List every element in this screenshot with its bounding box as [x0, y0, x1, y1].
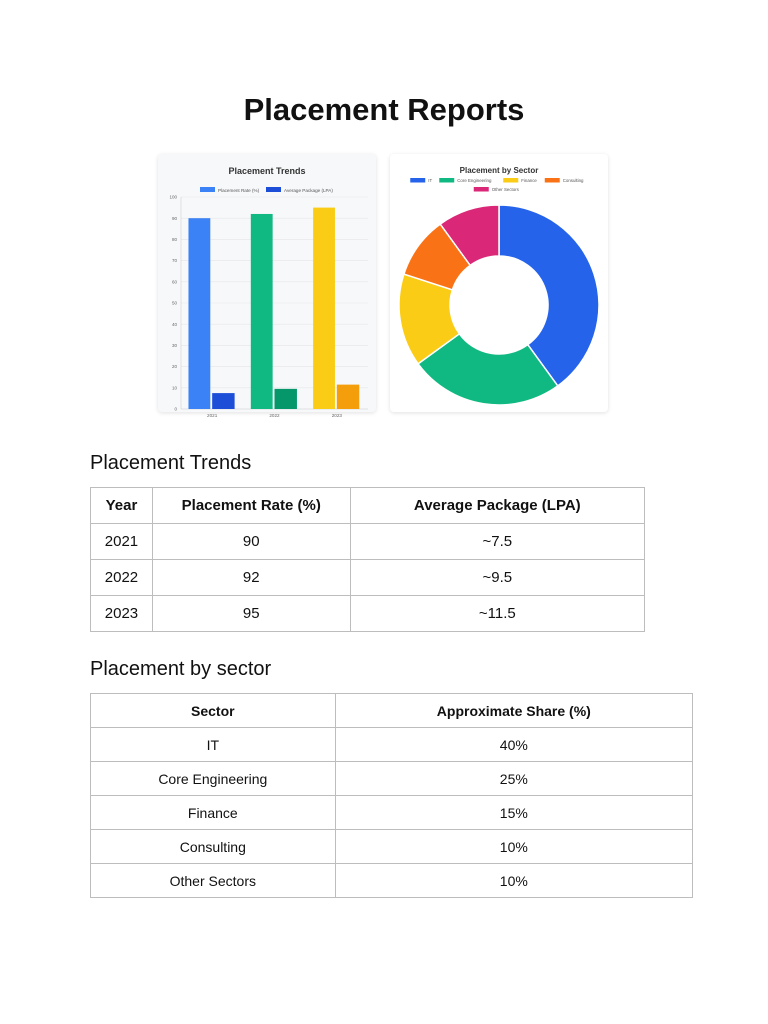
x-tick-label: 2023: [331, 413, 342, 418]
y-tick-label: 40: [171, 321, 177, 327]
table-header-row: [91, 488, 645, 524]
legend-label-1: Average Package (LPA): [284, 188, 333, 193]
table-cell: 25%: [335, 762, 692, 796]
chart-title: Placement Trends: [228, 166, 306, 176]
legend-swatch-1: [266, 187, 281, 192]
y-tick-label: 0: [174, 406, 177, 412]
table-cell: Other Sectors: [91, 864, 336, 898]
legend-swatch-4: [474, 187, 489, 192]
y-tick-label: 10: [171, 385, 177, 391]
y-tick-label: 90: [171, 215, 177, 221]
placement-trends-chart: [158, 154, 376, 418]
placement-by-sector-chart-svg: [390, 154, 608, 412]
placement-by-sector-chart: [390, 154, 608, 412]
legend-label-2: Finance: [521, 178, 537, 183]
table-row: [91, 796, 693, 830]
legend-swatch-0: [200, 187, 215, 192]
legend-label-0: Placement Rate (%): [218, 188, 260, 193]
table-cell: Core Engineering: [91, 762, 336, 796]
column-header-year: Year: [91, 488, 153, 524]
table-row: [91, 560, 645, 596]
bar-average-package-2023: [337, 385, 359, 409]
legend-label-3: Consulting: [562, 178, 584, 183]
column-header-approximate-share: Approximate Share (%): [335, 694, 692, 728]
table-cell: 90: [152, 524, 350, 560]
y-tick-label: 70: [171, 258, 177, 264]
table-cell: 40%: [335, 728, 692, 762]
table-cell: ~7.5: [350, 524, 644, 560]
x-tick-label: 2021: [207, 413, 218, 418]
y-tick-label: 30: [171, 343, 177, 348]
table-cell: 2021: [91, 524, 153, 560]
y-tick-label: 100: [169, 194, 177, 200]
table-cell: ~9.5: [350, 560, 644, 596]
table-row: [91, 830, 693, 864]
legend-label-4: Other Sectors: [491, 187, 519, 192]
table-cell: IT: [91, 728, 336, 762]
column-header-average-package: Average Package (LPA): [350, 488, 644, 524]
bar-placement-rate-2021: [188, 218, 210, 409]
table-cell: 2022: [91, 560, 153, 596]
y-tick-label: 20: [171, 364, 177, 370]
placement-by-sector-table: [90, 693, 693, 898]
legend-swatch-3: [545, 178, 560, 183]
sector-section-heading: Placement by sector: [90, 658, 272, 680]
placement-trends-table: [90, 487, 645, 632]
table-row: [91, 524, 645, 560]
bar-placement-rate-2022: [251, 214, 273, 409]
bar-average-package-2022: [275, 389, 297, 409]
table-cell: 15%: [335, 796, 692, 830]
legend-swatch-0: [410, 178, 425, 183]
legend-label-0: IT: [428, 178, 433, 183]
y-tick-label: 60: [171, 279, 177, 285]
table-cell: 95: [152, 596, 350, 632]
bar-average-package-2021: [212, 393, 234, 409]
placement-trends-chart-svg: [158, 154, 376, 418]
table-cell: Finance: [91, 796, 336, 830]
legend-swatch-2: [503, 178, 518, 183]
table-row: [91, 728, 693, 762]
table-row: [91, 864, 693, 898]
legend-swatch-1: [439, 178, 454, 183]
table-row: [91, 596, 645, 632]
table-cell: ~11.5: [350, 596, 644, 632]
legend-label-1: Core Engineering: [457, 178, 492, 183]
table-cell: Consulting: [91, 830, 336, 864]
table-cell: 2023: [91, 596, 153, 632]
table-cell: 10%: [335, 864, 692, 898]
bar-placement-rate-2023: [313, 208, 335, 409]
column-header-placement-rate: Placement Rate (%): [152, 488, 350, 524]
y-tick-label: 50: [171, 300, 177, 306]
chart-title: Placement by Sector: [459, 166, 539, 175]
y-tick-label: 80: [171, 237, 177, 242]
x-tick-label: 2022: [269, 413, 280, 418]
table-header-row: [91, 694, 693, 728]
table-cell: 10%: [335, 830, 692, 864]
column-header-sector: Sector: [91, 694, 336, 728]
table-row: [91, 762, 693, 796]
trends-section-heading: Placement Trends: [90, 452, 252, 474]
page-title: Placement Reports: [243, 92, 525, 127]
table-cell: 92: [152, 560, 350, 596]
